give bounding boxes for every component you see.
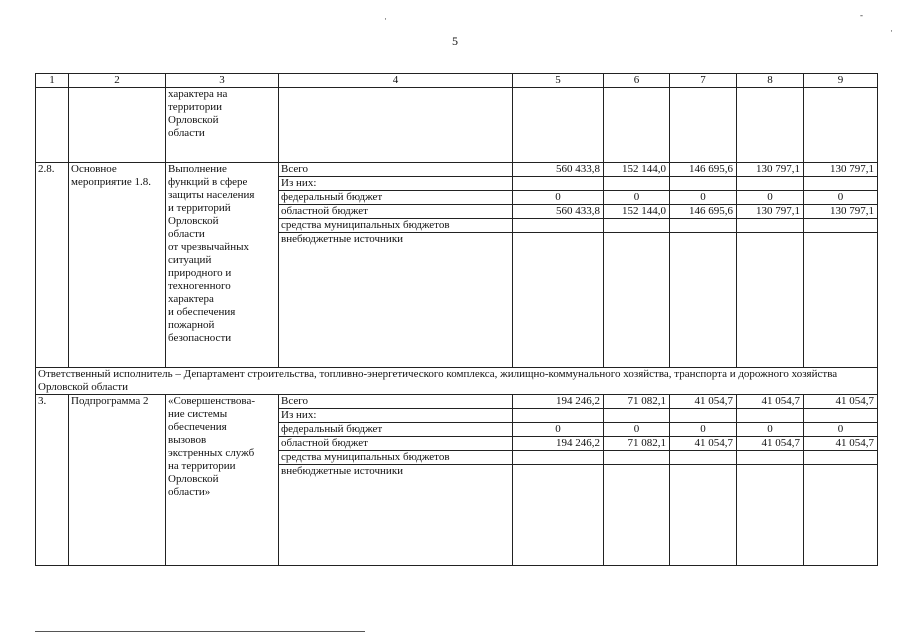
text-line: от чрезвычайных	[168, 241, 249, 253]
funding-source-label: средства муниципальных бюджетов	[279, 219, 513, 233]
amount-cell	[670, 219, 737, 233]
text-line: Орловской	[168, 473, 219, 485]
amount-cell	[804, 465, 878, 566]
cell	[604, 88, 670, 163]
funding-source-label: внебюджетные источники	[279, 233, 513, 368]
amount-cell	[604, 177, 670, 191]
text-line: техногенного	[168, 280, 231, 292]
text-line: и территорий	[168, 202, 231, 214]
text-line: ние системы	[168, 408, 228, 420]
cell	[670, 88, 737, 163]
amount-cell: 0	[604, 191, 670, 205]
header-cell: 6	[604, 74, 670, 88]
amount-cell: 41 054,7	[737, 395, 804, 409]
header-cell: 3	[166, 74, 279, 88]
amount-cell	[670, 465, 737, 566]
budget-table	[35, 73, 878, 566]
funding-source-label: Из них:	[279, 177, 513, 191]
amount-cell: 0	[513, 423, 604, 437]
amount-cell: 146 695,6	[670, 205, 737, 219]
amount-cell	[513, 219, 604, 233]
item-name	[69, 395, 166, 566]
amount-cell	[804, 219, 878, 233]
amount-cell	[513, 233, 604, 368]
amount-cell	[604, 451, 670, 465]
amount-cell: 152 144,0	[604, 163, 670, 177]
amount-cell	[737, 233, 804, 368]
amount-cell	[737, 177, 804, 191]
header-cell: 5	[513, 74, 604, 88]
budget-row	[36, 395, 878, 409]
text-line: Орловской	[168, 215, 219, 227]
text-line: характера	[168, 293, 214, 305]
text-line: Основное	[71, 163, 117, 175]
text-line: ситуаций	[168, 254, 212, 266]
amount-cell	[670, 177, 737, 191]
text-line: «Совершенствова-	[168, 395, 255, 407]
cell	[804, 88, 878, 163]
scan-speck: -	[860, 10, 863, 20]
amount-cell	[604, 465, 670, 566]
amount-cell: 0	[737, 423, 804, 437]
text-line: защиты населения	[168, 189, 255, 201]
funding-source-label: областной бюджет	[279, 205, 513, 219]
cell	[279, 88, 513, 163]
page-number: 5	[452, 34, 458, 48]
amount-cell: 41 054,7	[737, 437, 804, 451]
amount-cell	[804, 177, 878, 191]
amount-cell	[804, 233, 878, 368]
text-line: области	[168, 127, 205, 139]
amount-cell: 0	[604, 423, 670, 437]
amount-cell	[604, 219, 670, 233]
header-cell: 2	[69, 74, 166, 88]
amount-cell	[513, 451, 604, 465]
text-line: функций в сфере	[168, 176, 248, 188]
text-line: территории	[168, 101, 223, 113]
funding-source-label: средства муниципальных бюджетов	[279, 451, 513, 465]
amount-cell: 0	[670, 191, 737, 205]
responsible-executor: Ответственный исполнитель – Департамент строительства, топливно-энергетического комплекса, жилищно-коммунального хозяйства, транспорта и дорожного хозяйства Орловской области	[36, 368, 878, 395]
funding-source-label: внебюджетные источники	[279, 465, 513, 566]
text-line: безопасности	[168, 332, 232, 344]
header-row	[36, 74, 878, 88]
text-line: Подпрограмма 2	[71, 395, 149, 407]
amount-cell	[737, 451, 804, 465]
amount-cell	[804, 409, 878, 423]
amount-cell	[670, 409, 737, 423]
cell	[69, 88, 166, 163]
text-line: характера на	[168, 88, 228, 100]
amount-cell	[737, 219, 804, 233]
amount-cell	[670, 233, 737, 368]
amount-cell	[513, 465, 604, 566]
amount-cell: 41 054,7	[804, 395, 878, 409]
amount-cell: 0	[737, 191, 804, 205]
item-name	[69, 163, 166, 368]
text-line: области	[168, 228, 205, 240]
amount-cell: 194 246,2	[513, 395, 604, 409]
amount-cell: 71 082,1	[604, 395, 670, 409]
text-line: Орловской	[168, 114, 219, 126]
text-line: пожарной	[168, 319, 215, 331]
amount-cell	[737, 465, 804, 566]
amount-cell	[737, 409, 804, 423]
amount-cell	[513, 409, 604, 423]
funding-source-label: областной бюджет	[279, 437, 513, 451]
amount-cell	[604, 233, 670, 368]
amount-cell	[513, 177, 604, 191]
footnote-divider	[35, 631, 365, 632]
amount-cell: 146 695,6	[670, 163, 737, 177]
amount-cell: 130 797,1	[737, 205, 804, 219]
amount-cell: 194 246,2	[513, 437, 604, 451]
amount-cell: 41 054,7	[804, 437, 878, 451]
item-description	[166, 395, 279, 566]
text-line: природного и	[168, 267, 232, 279]
header-cell: 7	[670, 74, 737, 88]
header-cell: 4	[279, 74, 513, 88]
amount-cell: 71 082,1	[604, 437, 670, 451]
text-line: на территории	[168, 460, 236, 472]
cell	[737, 88, 804, 163]
amount-cell: 130 797,1	[804, 205, 878, 219]
cell	[513, 88, 604, 163]
continuation-description	[166, 88, 279, 163]
amount-cell: 0	[804, 191, 878, 205]
funding-source-label: Из них:	[279, 409, 513, 423]
text-line: экстренных служб	[168, 447, 255, 459]
amount-cell	[604, 409, 670, 423]
amount-cell: 0	[804, 423, 878, 437]
continuation-row	[36, 88, 878, 163]
header-cell: 9	[804, 74, 878, 88]
amount-cell: 152 144,0	[604, 205, 670, 219]
text-line: обеспечения	[168, 421, 227, 433]
cell	[36, 88, 69, 163]
scan-speck: ·	[384, 14, 387, 24]
text-line: и обеспечения	[168, 306, 236, 318]
responsible-row	[36, 368, 878, 395]
funding-source-label: федеральный бюджет	[279, 191, 513, 205]
amount-cell	[804, 451, 878, 465]
budget-row	[36, 163, 878, 177]
scan-speck: ·	[890, 26, 893, 36]
funding-source-label: Всего	[279, 163, 513, 177]
amount-cell: 130 797,1	[804, 163, 878, 177]
amount-cell: 130 797,1	[737, 163, 804, 177]
text-line: мероприятие 1.8.	[71, 176, 152, 188]
funding-source-label: федеральный бюджет	[279, 423, 513, 437]
amount-cell: 560 433,8	[513, 205, 604, 219]
header-cell: 8	[737, 74, 804, 88]
amount-cell: 560 433,8	[513, 163, 604, 177]
amount-cell: 41 054,7	[670, 437, 737, 451]
item-number: 3.	[36, 395, 69, 566]
amount-cell: 41 054,7	[670, 395, 737, 409]
text-line: вызовов	[168, 434, 207, 446]
funding-source-label: Всего	[279, 395, 513, 409]
amount-cell: 0	[513, 191, 604, 205]
text-line: Выполнение	[168, 163, 227, 175]
item-description	[166, 163, 279, 368]
text-line: области»	[168, 486, 211, 498]
item-number: 2.8.	[36, 163, 69, 368]
amount-cell: 0	[670, 423, 737, 437]
amount-cell	[670, 451, 737, 465]
header-cell: 1	[36, 74, 69, 88]
